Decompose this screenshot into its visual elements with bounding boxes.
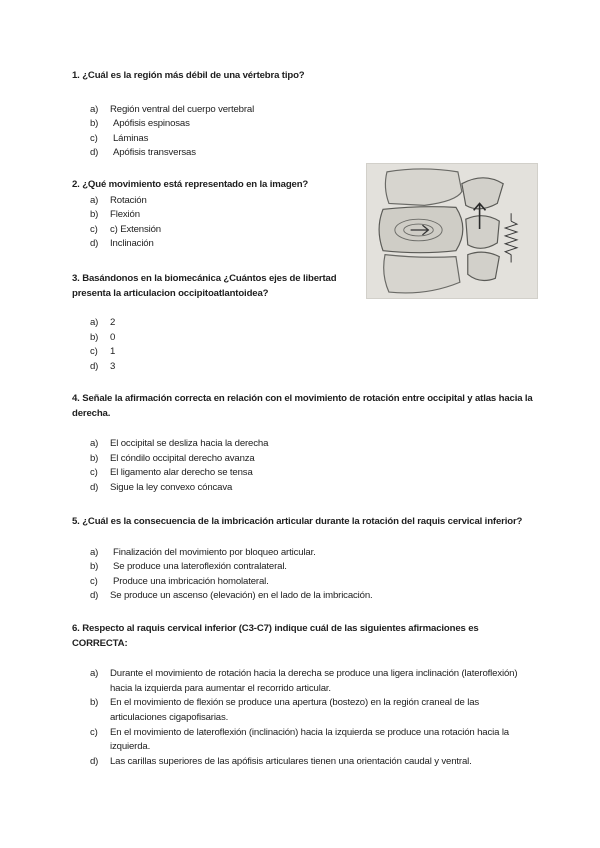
option-4c[interactable] [90, 466, 534, 481]
option-3d[interactable] [90, 360, 362, 375]
option-text: Rotación [110, 194, 147, 206]
question-2-options [72, 194, 362, 252]
option-6b[interactable] [90, 696, 528, 725]
question-4-options [72, 437, 534, 495]
question-6-options [72, 667, 528, 769]
option-letter: b) [90, 697, 99, 709]
question-4-title: 4. Señale la afirmación correcta en relación con el movimiento de rotación entre occipital y atlas hacia la derecha. [72, 393, 533, 419]
option-4d[interactable] [90, 481, 534, 496]
option-3b[interactable] [90, 331, 362, 346]
question-3 [72, 272, 362, 375]
option-text: Produce una imbricación homolateral. [113, 575, 269, 587]
option-3c[interactable] [90, 345, 362, 360]
option-letter: d) [90, 590, 99, 602]
option-6a[interactable] [90, 667, 528, 696]
option-letter: c) [90, 467, 98, 479]
option-5d[interactable] [90, 589, 552, 604]
option-text: Láminas [113, 132, 149, 144]
option-letter: a) [90, 668, 99, 680]
option-text: 2 [110, 317, 116, 329]
option-4a[interactable] [90, 437, 534, 452]
question-1-title: 1. ¿Cuál es la región más débil de una vértebra tipo? [72, 70, 305, 81]
option-letter: c) [90, 223, 98, 235]
option-text: Región ventral del cuerpo vertebral [110, 103, 255, 115]
option-text: c) Extensión [110, 223, 161, 235]
option-letter: b) [90, 331, 99, 343]
option-text: Finalización del movimiento por bloqueo articular. [113, 546, 316, 558]
option-letter: d) [90, 238, 99, 250]
option-text: Flexión [110, 209, 140, 221]
option-letter: a) [90, 317, 99, 329]
option-letter: a) [90, 546, 99, 558]
option-text: El cóndilo occipital derecho avanza [110, 452, 255, 464]
question-3-options [72, 316, 362, 374]
option-text: Sigue la ley convexo cóncava [110, 481, 233, 493]
option-text: En el movimiento de flexión se produce una apertura (bostezo) en la región craneal de las articulaciones cigapofisarias. [110, 697, 480, 723]
option-text: Las carillas superiores de las apófisis articulares tienen una orientación caudal y ventral. [110, 755, 472, 767]
option-1c[interactable] [90, 132, 542, 147]
option-letter: d) [90, 481, 99, 493]
option-text: 1 [110, 346, 116, 358]
option-letter: a) [90, 194, 99, 206]
option-5c[interactable] [90, 575, 552, 590]
option-text: En el movimiento de lateroflexión (inclinación) hacia la izquierda se produce una rotación hacia la izquierda. [110, 726, 509, 753]
option-letter: c) [90, 575, 98, 587]
option-letter: c) [90, 346, 98, 358]
option-text: El ligamento alar derecho se tensa [110, 467, 253, 479]
option-text: Inclinación [110, 238, 154, 250]
option-2c[interactable] [90, 223, 362, 238]
option-text: Se produce una lateroflexión contralateral. [113, 561, 287, 573]
option-letter: d) [90, 755, 99, 767]
question-3-title-line1: 3. Basándonos en la biomecánica ¿Cuántos ejes de libertad [72, 273, 337, 284]
option-6d[interactable] [90, 755, 528, 770]
question-1-options [72, 103, 542, 161]
question-4 [72, 392, 534, 496]
question-6-title: 6. Respecto al raquis cervical inferior (C3-C7) indique cuál de las siguientes afirmaciones es CORRECTA: [72, 623, 479, 649]
option-letter: b) [90, 209, 99, 221]
question-1 [72, 69, 542, 161]
option-1d[interactable] [90, 146, 542, 161]
option-text: Apófisis espinosas [113, 118, 190, 130]
option-letter: b) [90, 561, 99, 573]
option-letter: b) [90, 452, 99, 464]
option-letter: c) [90, 132, 98, 144]
option-2a[interactable] [90, 194, 362, 209]
question-5-title: 5. ¿Cuál es la consecuencia de la imbricación articular durante la rotación del raquis cervical inferior? [72, 516, 523, 527]
option-letter: a) [90, 103, 99, 115]
option-letter: d) [90, 147, 99, 159]
question-5-options [72, 546, 552, 604]
option-1a[interactable] [90, 103, 542, 118]
option-3a[interactable] [90, 316, 362, 331]
question-3-title [72, 272, 362, 301]
option-2b[interactable] [90, 208, 362, 223]
option-letter: b) [90, 118, 99, 130]
option-text: Apófisis transversas [113, 147, 196, 159]
question-5 [72, 515, 552, 604]
option-5a[interactable] [90, 546, 552, 561]
option-4b[interactable] [90, 452, 534, 467]
vertebra-illustration-icon [367, 164, 537, 298]
question-2 [72, 178, 362, 252]
option-text: Durante el movimiento de rotación hacia la derecha se produce una ligera inclinación (lateroflexión) hacia la izquierda para aumentar el recorrido articular. [110, 668, 518, 694]
question-2-title: 2. ¿Qué movimiento está representado en la imagen? [72, 179, 309, 190]
option-letter: d) [90, 360, 99, 372]
option-text: El occipital se desliza hacia la derecha [110, 438, 269, 450]
option-text: Se produce un ascenso (elevación) en el lado de la imbricación. [110, 590, 373, 602]
option-letter: a) [90, 438, 99, 450]
option-text: 0 [110, 331, 116, 343]
option-1b[interactable] [90, 117, 542, 132]
option-6c[interactable] [90, 726, 528, 755]
option-letter: c) [90, 726, 98, 738]
option-2d[interactable] [90, 237, 362, 252]
option-5b[interactable] [90, 560, 552, 575]
option-text: 3 [110, 360, 116, 372]
question-6 [72, 622, 528, 769]
vertebra-figure [366, 163, 538, 299]
question-3-title-line2: presenta la articulacion occipitoatlantoidea? [72, 287, 269, 299]
